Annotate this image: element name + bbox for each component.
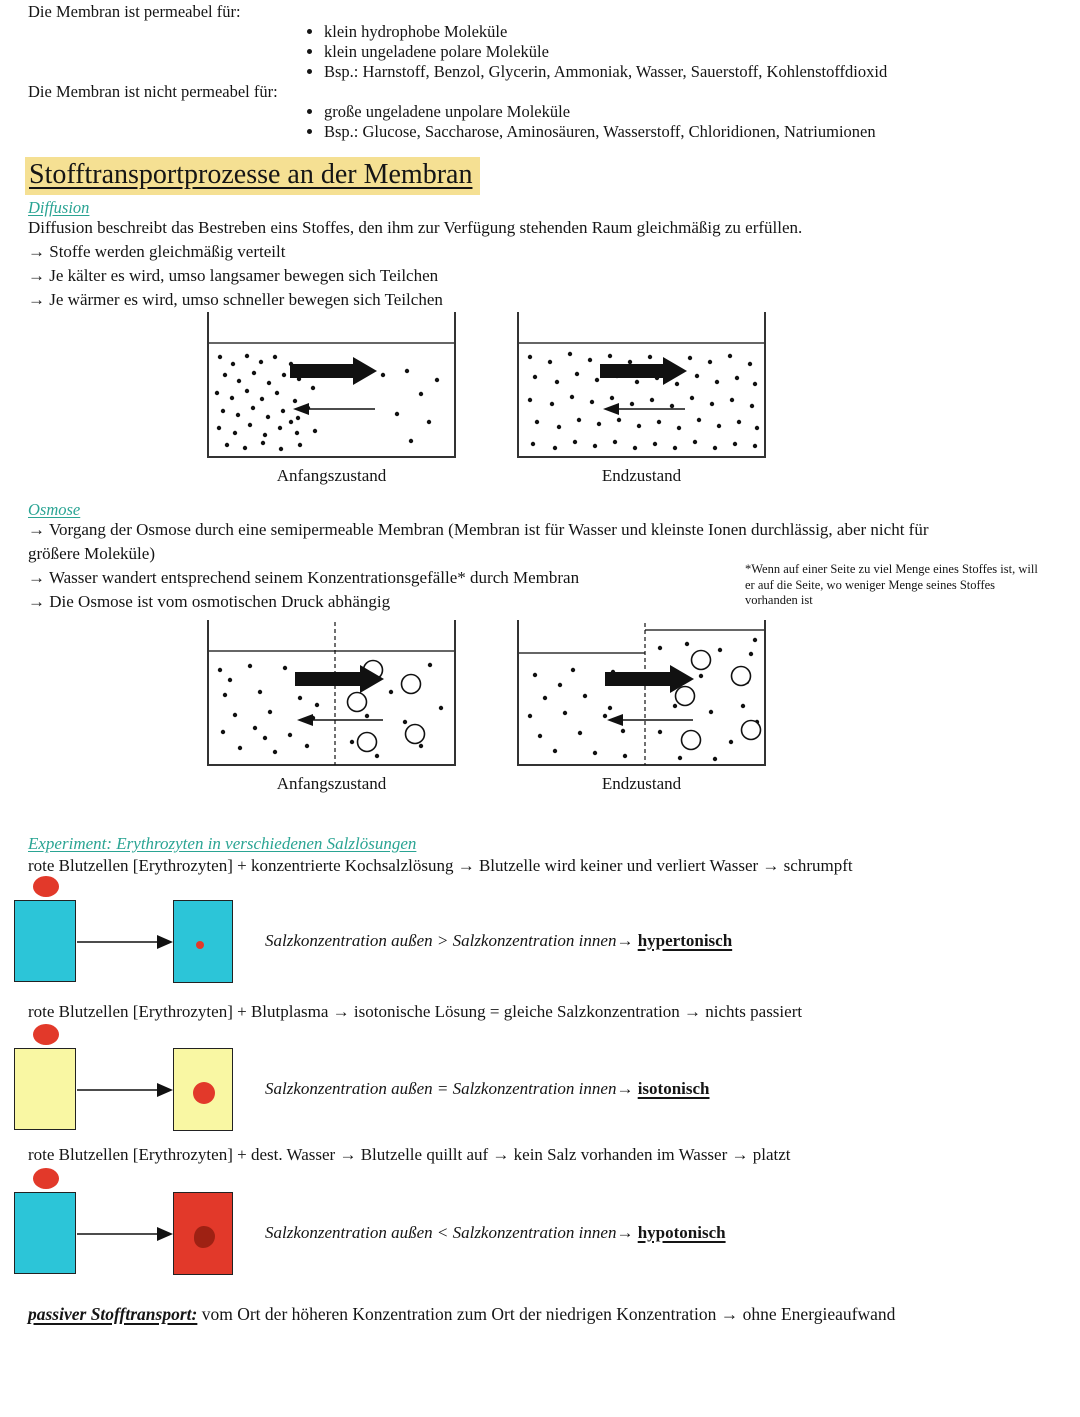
thin-left-arrow-head — [607, 714, 623, 726]
arrow-right-icon — [77, 1226, 173, 1242]
solution-box-after — [173, 1048, 233, 1131]
thin-left-arrow-head — [293, 403, 309, 415]
tonicity-term: hypertonisch — [637, 931, 733, 950]
shrunken-cell-icon — [196, 941, 204, 949]
experiment-diagram-hypertonic — [0, 874, 1080, 986]
solution-box-before — [14, 1048, 76, 1130]
experiment-diagram-isotonic — [0, 1022, 1080, 1134]
thin-left-arrow-head — [603, 403, 619, 415]
list-item: • klein ungeladene polare Moleküle — [324, 42, 1063, 62]
list-item: • Bsp.: Glucose, Saccharose, Aminosäuren, Wasserstoff, Chloridionen, Natriumionen — [324, 122, 1063, 142]
salt-comparison: Salzkonzentration außen > Salzkonzentration innen→ — [265, 931, 638, 950]
erythrocyte-cell-icon — [33, 1168, 59, 1189]
permeable-list — [28, 22, 1063, 82]
diffusion-heading: Diffusion — [28, 198, 90, 217]
diagram-label-start: Anfangszustand — [276, 774, 387, 793]
experiment-diagram-hypotonic — [0, 1166, 1080, 1278]
osmose-footnote: *Wenn auf einer Seite zu viel Menge eines Stoffes ist, will er auf die Seite, wo weniger Menge seines Stoffes vorhanden ist — [745, 562, 1038, 607]
passive-transport-note — [28, 1303, 1068, 1326]
tonicity-caption — [265, 1222, 726, 1244]
tonicity-term: hypotonisch — [637, 1223, 726, 1242]
diffusion-text — [28, 216, 1033, 312]
experiment-description: rote Blutzellen [Erythrozyten] + dest. Wasser → Blutzelle quillt auf → kein Salz vorhanden im Wasser → platzt — [28, 1145, 791, 1164]
list-item: • große ungeladene unpolare Moleküle — [324, 102, 1063, 122]
diagram-label-start: Anfangszustand — [276, 466, 387, 485]
not-permeable-label: Die Membran ist nicht permeabel für: — [28, 82, 278, 101]
osmose-end-diagram — [515, 620, 768, 768]
osmose-start-diagram — [205, 620, 458, 768]
page-title: Stofftransportprozesse an der Membran — [25, 157, 480, 195]
erythrocyte-cell-icon — [33, 1024, 59, 1045]
page-title-wrap — [25, 157, 480, 195]
experiment-description: rote Blutzellen [Erythrozyten] + Blutplasma → isotonische Lösung = gleiche Salzkonzentration → nichts passiert — [28, 1002, 803, 1021]
diffusion-point: → Je kälter es wird, umso langsamer bewegen sich Teilchen — [28, 266, 439, 285]
thick-right-arrow-icon — [290, 357, 377, 385]
solution-box-before — [14, 1192, 76, 1274]
tonicity-caption — [265, 1078, 710, 1100]
salt-comparison: Salzkonzentration außen = Salzkonzentration innen→ — [265, 1079, 638, 1098]
membrane-permeability-intro — [28, 2, 1063, 142]
solution-box-before — [14, 900, 76, 982]
list-item: • klein hydrophobe Moleküle — [324, 22, 1063, 42]
experiment-description: rote Blutzellen [Erythrozyten] + konzentrierte Kochsalzlösung → Blutzelle wird keiner und verliert Wasser → schrumpft — [28, 856, 853, 875]
osmose-heading: Osmose — [28, 500, 81, 519]
unchanged-cell-icon — [193, 1082, 215, 1104]
particle-dots — [528, 638, 761, 761]
diffusion-start-diagram — [205, 312, 458, 460]
diffusion-point: → Stoffe werden gleichmäßig verteilt — [28, 242, 286, 261]
beaker-outline — [518, 620, 765, 765]
osmose-point: → Vorgang der Osmose durch eine semipermeable Membran (Membran ist für Wasser und kleinste Ionen durchlässig, aber nicht für größere Moleküle) — [28, 520, 929, 563]
not-permeable-list — [28, 102, 1063, 142]
erythrocyte-cell-icon — [33, 876, 59, 897]
beaker-outline — [518, 312, 765, 457]
permeable-label: Die Membran ist permeabel für: — [28, 2, 241, 21]
diagram-label-end: Endzustand — [601, 466, 682, 485]
passive-transport-text: vom Ort der höheren Konzentration zum Ort der niedrigen Konzentration → ohne Energieaufwand — [197, 1304, 896, 1324]
osmose-point: → Die Osmose ist vom osmotischen Druck abhängig — [28, 592, 391, 611]
diagram-label-end: Endzustand — [601, 774, 682, 793]
tonicity-caption — [265, 930, 732, 952]
salt-comparison: Salzkonzentration außen < Salzkonzentration innen→ — [265, 1223, 638, 1242]
solution-box-after — [173, 900, 233, 983]
burst-cell-icon — [194, 1226, 215, 1248]
arrow-right-icon — [77, 1082, 173, 1098]
osmose-point: → Wasser wandert entsprechend seinem Konzentrationsgefälle* durch Membran — [28, 568, 580, 587]
diffusion-point: → Je wärmer es wird, umso schneller bewegen sich Teilchen — [28, 290, 443, 309]
list-item: • Bsp.: Harnstoff, Benzol, Glycerin, Ammoniak, Wasser, Sauerstoff, Kohlenstoffdioxid — [324, 62, 1063, 82]
diffusion-definition: Diffusion beschreibt das Bestreben eins Stoffes, den ihm zur Verfügung stehenden Raum gleichmäßig zu erfüllen. — [28, 218, 803, 237]
passive-transport-lead: passiver Stofftransport: — [28, 1304, 198, 1324]
experiment-heading: Experiment: Erythrozyten in verschiedenen Salzlösungen — [28, 834, 417, 853]
thick-right-arrow-icon — [600, 357, 687, 385]
diffusion-end-diagram — [515, 312, 768, 460]
beaker-outline — [208, 312, 455, 457]
tonicity-term: isotonisch — [637, 1079, 710, 1098]
arrow-right-icon — [77, 934, 173, 950]
solution-box-after-burst — [173, 1192, 233, 1275]
thin-left-arrow-head — [297, 714, 313, 726]
